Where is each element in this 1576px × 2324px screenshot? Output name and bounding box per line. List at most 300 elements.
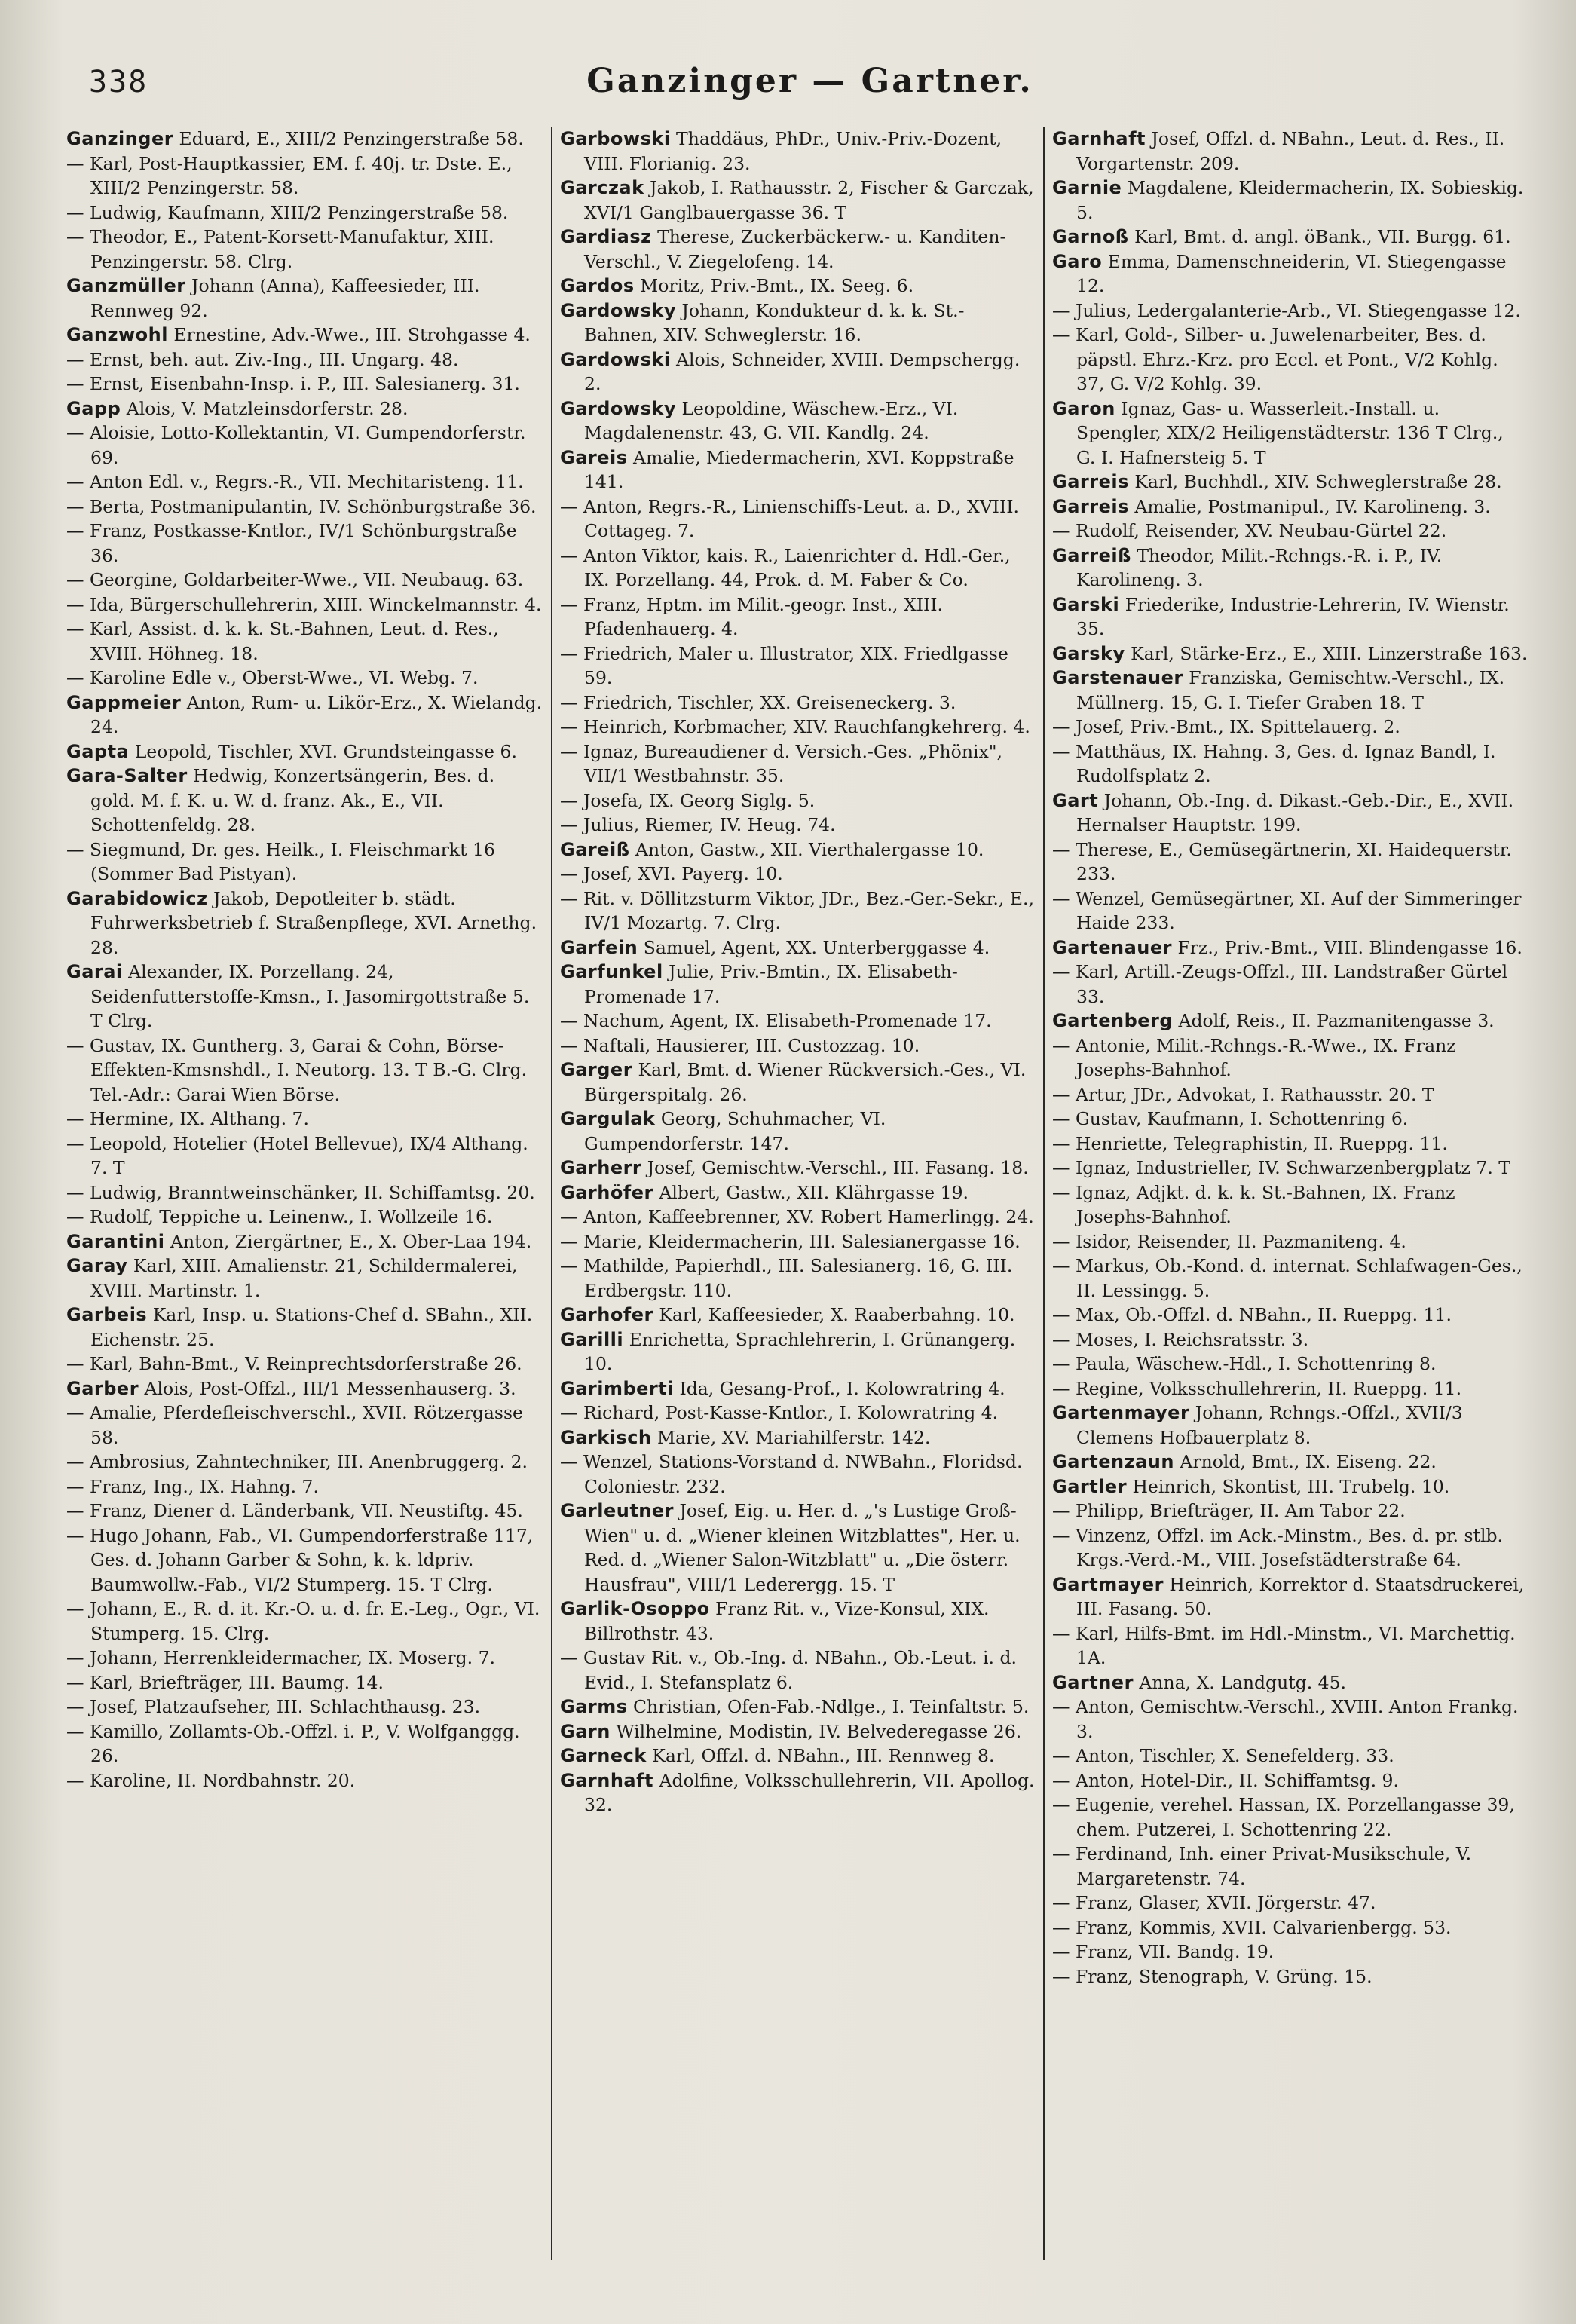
entry-text: — Eugenie, verehel. Hassan, IX. Porzellangasse 39, chem. Putzerei, I. Schottenring 22. xyxy=(1052,1794,1515,1840)
directory-entry xyxy=(1052,1793,1528,1842)
directory-entry xyxy=(1052,299,1528,323)
entry-text: Eduard, E., XIII/2 Penzingerstraße 58. xyxy=(179,128,524,149)
directory-entry xyxy=(1052,592,1528,641)
directory-entry xyxy=(560,543,1036,592)
entry-surname: Garon xyxy=(1052,397,1115,419)
directory-entry xyxy=(560,1058,1036,1107)
entry-surname: Garkisch xyxy=(560,1426,652,1448)
entry-text: — Wenzel, Gemüsegärtner, XI. Auf der Simmeringer Haide 233. xyxy=(1052,887,1522,933)
entry-surname: Gardowsky xyxy=(560,299,676,321)
entry-surname: Garsky xyxy=(1052,642,1125,664)
directory-entry xyxy=(66,1646,543,1670)
entry-text: Karl, Buchhdl., XIV. Schweglerstraße 28. xyxy=(1134,471,1502,492)
entry-text: Karl, Bmt. d. angl. öBank., VII. Burgg. 61. xyxy=(1134,226,1511,247)
entry-text: Franz Rit. v., Vize-Konsul, XIX. Billrothstr. 43. xyxy=(584,1598,990,1644)
entry-text: — Franz, Hptm. im Milit.-geogr. Inst., XIII. Pfadenhauerg. 4. xyxy=(560,593,944,639)
entry-text: — Ferdinand, Inh. einer Privat-Musikschule, V. Margaretenstr. 74. xyxy=(1052,1843,1472,1889)
directory-entry xyxy=(1052,788,1528,837)
entry-text: — Naftali, Hausierer, III. Custozzag. 10. xyxy=(560,1034,920,1056)
directory-entry xyxy=(1052,1254,1528,1303)
entry-text: Heinrich, Skontist, III. Trubelg. 10. xyxy=(1132,1475,1450,1497)
entry-text: Hedwig, Konzertsängerin, Bes. d. gold. M. f. K. u. W. d. franz. Ak., E., VII. Schottenfeldg. 28. xyxy=(90,765,495,835)
entry-surname: Garstenauer xyxy=(1052,667,1183,688)
directory-entry xyxy=(560,446,1036,495)
entry-text: — Franz, Diener d. Länderbank, VII. Neustiftg. 45. xyxy=(66,1500,523,1521)
page-header xyxy=(89,59,1531,112)
entry-text: — Kamillo, Zollamts-Ob.-Offzl. i. P., V. Wolfganggg. 26. xyxy=(66,1720,520,1766)
entry-surname: Garfunkel xyxy=(560,961,663,982)
directory-entry xyxy=(560,1401,1036,1425)
directory-entry xyxy=(560,690,1036,715)
directory-entry xyxy=(560,495,1036,543)
directory-entry xyxy=(560,1499,1036,1597)
directory-entry xyxy=(66,1107,543,1131)
directory-entry xyxy=(66,568,543,592)
column-left xyxy=(59,127,551,2260)
entry-text: Thaddäus, PhDr., Univ.-Priv.-Dozent, VIII. Florianig. 23. xyxy=(584,128,1002,174)
directory-entry xyxy=(66,1450,543,1474)
directory-entry xyxy=(1052,323,1528,397)
entry-text: — Josefa, IX. Georg Siglg. 5. xyxy=(560,789,816,811)
entry-text: Anton, Gastw., XII. Vierthalergasse 10. xyxy=(635,838,984,860)
entry-text: — Friedrich, Maler u. Illustrator, XIX. Friedlgasse 59. xyxy=(560,642,1008,688)
directory-entry xyxy=(66,1254,543,1303)
directory-entry xyxy=(560,1425,1036,1450)
entry-text: — Max, Ob.-Offzl. d. NBahn., II. Rueppg. 11. xyxy=(1052,1304,1452,1325)
directory-entry xyxy=(66,1303,543,1352)
directory-entry xyxy=(66,1499,543,1523)
directory-entry xyxy=(66,274,543,323)
directory-entry xyxy=(560,1327,1036,1376)
entry-text: Ida, Gesang-Prof., I. Kolowratring 4. xyxy=(679,1377,1005,1399)
entry-surname: Gargulak xyxy=(560,1108,656,1129)
entry-surname: Gareis xyxy=(560,446,628,468)
entry-text: — Isidor, Reisender, II. Pazmaniteng. 4. xyxy=(1052,1230,1406,1252)
directory-entry xyxy=(560,813,1036,837)
entry-text: — Artur, JDr., Advokat, I. Rathausstr. 20. T xyxy=(1052,1083,1434,1105)
directory-entry xyxy=(560,176,1036,225)
entry-text: — Gustav, Kaufmann, I. Schottenring 6. xyxy=(1052,1108,1409,1129)
directory-entry xyxy=(1052,1499,1528,1523)
directory-entry xyxy=(560,886,1036,935)
entry-text: — Ambrosius, Zahntechniker, III. Anenbruggerg. 2. xyxy=(66,1451,528,1472)
directory-entry xyxy=(1052,715,1528,739)
entry-surname: Garger xyxy=(560,1059,633,1080)
directory-entry xyxy=(66,1695,543,1719)
entry-text: Ernestine, Adv.-Wwe., III. Strohgasse 4. xyxy=(173,324,531,345)
entry-surname: Gartenmayer xyxy=(1052,1402,1190,1423)
entry-text: — Karl, Post-Hauptkassier, EM. f. 40j. tr. Dste. E., XIII/2 Penzingerstr. 58. xyxy=(66,152,513,198)
entry-surname: Garilli xyxy=(560,1328,624,1350)
directory-entry xyxy=(1052,1376,1528,1401)
directory-entry xyxy=(1052,837,1528,886)
entry-text: — Anton, Hotel-Dir., II. Schiffamtsg. 9. xyxy=(1052,1769,1399,1791)
entry-text: — Markus, Ob.-Kond. d. internat. Schlafwagen-Ges., II. Lessingg. 5. xyxy=(1052,1255,1522,1301)
entry-text: — Karl, Bahn-Bmt., V. Reinprechtsdorferstraße 26. xyxy=(66,1353,522,1374)
entry-text: Jakob, Depotleiter b. städt. Fuhrwerksbetrieb f. Straßenpflege, XVI. Arnethg. 28. xyxy=(90,887,537,958)
directory-entry xyxy=(560,1695,1036,1719)
entry-text: — Heinrich, Korbmacher, XIV. Rauchfangkehrerg. 4. xyxy=(560,716,1030,737)
entry-text: — Josef, XVI. Payerg. 10. xyxy=(560,863,783,884)
entry-text: — Aloisie, Lotto-Kollektantin, VI. Gumpendorferstr. 69. xyxy=(66,422,526,468)
entry-surname: Ganzinger xyxy=(66,128,174,149)
entry-text: — Franz, Postkasse-Kntlor., IV/1 Schönburgstraße 36. xyxy=(66,520,517,566)
directory-entry xyxy=(560,1646,1036,1695)
entry-text: — Anton, Regrs.-R., Linienschiffs-Leut. a. D., XVIII. Cottageg. 7. xyxy=(560,495,1019,541)
directory-entry xyxy=(66,495,543,519)
directory-entry xyxy=(66,127,543,152)
entry-text: — Moses, I. Reichsratsstr. 3. xyxy=(1052,1328,1309,1350)
entry-text: Enrichetta, Sprachlehrerin, I. Grünangerg. 10. xyxy=(584,1328,1016,1374)
entry-surname: Garczak xyxy=(560,177,644,198)
directory-entry xyxy=(66,592,543,617)
entry-text: — Georgine, Goldarbeiter-Wwe., VII. Neubaug. 63. xyxy=(66,569,524,590)
directory-entry xyxy=(66,739,543,764)
entry-surname: Gappmeier xyxy=(66,691,182,713)
directory-entry xyxy=(66,1131,543,1180)
entry-text: — Ignaz, Bureaudiener d. Versich.-Ges. „Phönix", VII/1 Westbahnstr. 35. xyxy=(560,740,1003,786)
directory-entry xyxy=(1052,470,1528,495)
directory-entry xyxy=(1052,1768,1528,1793)
entry-text: — Karl, Hilfs-Bmt. im Hdl.-Minstm., VI. Marchettig. 1A. xyxy=(1052,1622,1516,1668)
directory-entry xyxy=(560,348,1036,397)
entry-text: Alois, Post-Offzl., III/1 Messenhauserg. 3. xyxy=(144,1377,516,1399)
entry-surname: Garms xyxy=(560,1696,628,1717)
entry-text: — Franz, VII. Bandg. 19. xyxy=(1052,1941,1275,1962)
entry-surname: Garber xyxy=(66,1377,139,1399)
directory-entry xyxy=(1052,1327,1528,1352)
entry-text: — Franz, Kommis, XVII. Calvarienbergg. 53. xyxy=(1052,1916,1452,1938)
directory-entry xyxy=(1052,176,1528,225)
entry-surname: Gapp xyxy=(66,397,121,419)
entry-text: — Rudolf, Teppiche u. Leinenw., I. Wollzeile 16. xyxy=(66,1206,493,1227)
directory-entry xyxy=(1052,495,1528,519)
directory-entry xyxy=(1052,250,1528,299)
directory-entry xyxy=(560,641,1036,690)
entry-text: Therese, Zuckerbäckerw.- u. Kanditen-Verschl., V. Ziegelofeng. 14. xyxy=(584,226,1006,272)
entry-text: — Matthäus, IX. Hahng. 3, Ges. d. Ignaz Bandl, I. Rudolfsplatz 2. xyxy=(1052,740,1496,786)
directory-entry xyxy=(560,592,1036,641)
directory-entry xyxy=(1052,1695,1528,1744)
directory-entry xyxy=(1052,1401,1528,1450)
entry-text: — Anton Viktor, kais. R., Laienrichter d. Hdl.-Ger., IX. Porzellang. 44, Prok. d. M. Faber & Co. xyxy=(560,544,1011,590)
directory-entry xyxy=(66,225,543,274)
directory-entry xyxy=(1052,1523,1528,1572)
entry-text: — Gustav, IX. Guntherg. 3, Garai & Cohn, Börse-Effekten-Kmsnshdl., I. Neutorg. 13. T B.-G. Clrg. Tel.-Adr.: Garai Wien Börse. xyxy=(66,1034,528,1105)
entry-text: — Ida, Bürgerschullehrerin, XIII. Winckelmannstr. 4. xyxy=(66,593,542,615)
directory-entry xyxy=(66,470,543,495)
directory-entry xyxy=(1052,397,1528,470)
directory-entry xyxy=(1052,1842,1528,1891)
entry-text: Josef, Gemischtw.-Verschl., III. Fasang. 18. xyxy=(647,1157,1029,1178)
directory-entry xyxy=(66,1597,543,1646)
entry-text: — Henriette, Telegraphistin, II. Rueppg. 11. xyxy=(1052,1132,1448,1154)
entry-surname: Garnoß xyxy=(1052,226,1129,247)
entry-surname: Garhofer xyxy=(560,1304,653,1325)
entry-text: Friederike, Industrie-Lehrerin, IV. Wienstr. 35. xyxy=(1076,593,1510,639)
entry-text: — Karl, Gold-, Silber- u. Juwelenarbeiter, Bes. d. päpstl. Ehrz.-Krz. pro Eccl. et Pont., V/2 Kohlg. 37, G. V/2 Kohlg. 39. xyxy=(1052,324,1498,394)
entry-surname: Gartler xyxy=(1052,1475,1128,1497)
entry-text: — Ludwig, Branntweinschänker, II. Schiffamtsg. 20. xyxy=(66,1181,535,1203)
entry-text: — Philipp, Briefträger, II. Am Tabor 22. xyxy=(1052,1500,1406,1521)
entry-surname: Gapta xyxy=(66,740,130,762)
entry-surname: Garimberti xyxy=(560,1377,674,1399)
directory-entry xyxy=(1052,1964,1528,1989)
directory-entry xyxy=(1052,935,1528,960)
directory-entry xyxy=(560,1180,1036,1205)
entry-text: — Anton, Kaffeebrenner, XV. Robert Hamerlingg. 24. xyxy=(560,1206,1034,1227)
directory-entry xyxy=(560,715,1036,739)
directory-entry xyxy=(66,1523,543,1597)
directory-entry xyxy=(1052,519,1528,543)
entry-surname: Gartenzaun xyxy=(1052,1451,1174,1472)
directory-entry xyxy=(560,788,1036,813)
entry-text: — Gustav Rit. v., Ob.-Ing. d. NBahn., Ob.-Leut. i. d. Evid., I. Stefansplatz 6. xyxy=(560,1647,1017,1693)
directory-entry xyxy=(66,1033,543,1107)
entry-text: — Wenzel, Stations-Vorstand d. NWBahn., Floridsd. Coloniestr. 232. xyxy=(560,1451,1023,1497)
entry-surname: Garn xyxy=(560,1720,611,1742)
directory-entry xyxy=(560,935,1036,960)
entry-surname: Gardowski xyxy=(560,348,671,370)
entry-text: Jakob, I. Rathausstr. 2, Fischer & Garczak, XVI/1 Ganglbauergasse 36. T xyxy=(584,177,1034,223)
directory-entry xyxy=(560,397,1036,446)
entry-text: — Karoline, II. Nordbahnstr. 20. xyxy=(66,1769,356,1791)
entry-surname: Gartmayer xyxy=(1052,1573,1164,1595)
directory-entry xyxy=(1052,225,1528,250)
entry-text: Anton, Ziergärtner, E., X. Ober-Laa 194. xyxy=(170,1230,532,1252)
entry-text: — Richard, Post-Kasse-Kntlor., I. Kolowratring 4. xyxy=(560,1402,999,1423)
entry-surname: Garo xyxy=(1052,250,1103,272)
directory-entry xyxy=(1052,1180,1528,1229)
entry-surname: Garlik-Osoppo xyxy=(560,1598,710,1619)
entry-text: — Rit. v. Döllitzsturm Viktor, JDr., Bez.-Ger.-Sekr., E., IV/1 Mozartg. 7. Clrg. xyxy=(560,887,1034,933)
directory-entry xyxy=(1052,960,1528,1009)
entry-text: Adolfine, Volksschullehrerin, VII. Apollog. 32. xyxy=(584,1769,1035,1815)
directory-entry xyxy=(1052,543,1528,592)
entry-text: — Leopold, Hotelier (Hotel Bellevue), IX/4 Althang. 7. T xyxy=(66,1132,528,1178)
entry-surname: Ganzmüller xyxy=(66,275,186,296)
entry-surname: Garay xyxy=(66,1255,128,1276)
directory-entry xyxy=(66,421,543,470)
entry-text: Amalie, Miedermacherin, XVI. Koppstraße 141. xyxy=(584,446,1014,492)
directory-entry xyxy=(560,127,1036,176)
entry-text: Marie, XV. Mariahilferstr. 142. xyxy=(657,1426,931,1448)
entry-text: Karl, XIII. Amalienstr. 21, Schildermalerei, XVIII. Martinstr. 1. xyxy=(90,1255,518,1301)
entry-surname: Garleutner xyxy=(560,1500,674,1521)
entry-text: Samuel, Agent, XX. Unterberggasse 4. xyxy=(643,936,990,958)
directory-entry xyxy=(66,1352,543,1376)
directory-entry xyxy=(66,372,543,397)
entry-text: — Julius, Ledergalanterie-Arb., VI. Stiegengasse 12. xyxy=(1052,299,1521,321)
entry-surname: Garreis xyxy=(1052,471,1129,492)
directory-entry xyxy=(1052,1915,1528,1940)
running-title: Ganzinger — Gartner. xyxy=(586,62,1033,100)
directory-entry xyxy=(66,1401,543,1450)
entry-text: — Therese, E., Gemüsegärtnerin, XI. Haidequerstr. 233. xyxy=(1052,838,1512,884)
directory-entry xyxy=(560,274,1036,299)
entry-surname: Gart xyxy=(1052,789,1099,811)
directory-entry xyxy=(66,617,543,666)
directory-entry xyxy=(560,1107,1036,1156)
entry-text: Wilhelmine, Modistin, IV. Belvederegasse 26. xyxy=(616,1720,1022,1742)
directory-entry xyxy=(560,1254,1036,1303)
entry-surname: Gardowsky xyxy=(560,397,676,419)
column-middle xyxy=(551,127,1043,2260)
entry-text: — Karl, Assist. d. k. k. St.-Bahnen, Leut. d. Res., XVIII. Höhneg. 18. xyxy=(66,618,499,664)
entry-text: — Anton, Tischler, X. Senefelderg. 33. xyxy=(1052,1745,1394,1766)
entry-text: Alois, Schneider, XVIII. Dempschergg. 2. xyxy=(584,348,1021,394)
entry-surname: Garabidowicz xyxy=(66,887,208,909)
entry-surname: Garnie xyxy=(1052,177,1122,198)
entry-text: — Mathilde, Papierhdl., III. Salesianerg. 16, G. III. Erdbergstr. 110. xyxy=(560,1255,1013,1301)
entry-text: — Ludwig, Kaufmann, XIII/2 Penzingerstraße 58. xyxy=(66,201,509,223)
entry-surname: Gartenberg xyxy=(1052,1010,1174,1031)
directory-entry xyxy=(560,739,1036,788)
entry-text: Anna, X. Landgutg. 45. xyxy=(1139,1671,1347,1693)
directory-entry xyxy=(560,1719,1036,1744)
directory-entry xyxy=(66,397,543,421)
entry-surname: Garnhaft xyxy=(560,1769,654,1791)
directory-entry xyxy=(1052,1229,1528,1254)
directory-entry xyxy=(1052,739,1528,788)
entry-text: Josef, Offzl. d. NBahn., Leut. d. Res., II. Vorgartenstr. 209. xyxy=(1076,128,1505,174)
directory-entry xyxy=(560,1156,1036,1180)
directory-entry xyxy=(1052,1033,1528,1082)
entry-surname: Garbeis xyxy=(66,1304,148,1325)
directory-entry xyxy=(1052,1450,1528,1474)
directory-entry xyxy=(66,764,543,837)
directory-entry xyxy=(1052,1474,1528,1499)
entry-text: — Antonie, Milit.-Rchngs.-R.-Wwe., IX. Franz Josephs-Bahnhof. xyxy=(1052,1034,1456,1080)
directory-entry xyxy=(560,1768,1036,1817)
directory-entry xyxy=(66,323,543,348)
entry-text: Karl, Offzl. d. NBahn., III. Rennweg 8. xyxy=(652,1745,995,1766)
entry-text: — Josef, Platzaufseher, III. Schlachthausg. 23. xyxy=(66,1696,481,1717)
entry-surname: Gartenauer xyxy=(1052,936,1172,958)
entry-text: Leopoldine, Wäschew.-Erz., VI. Magdalenenstr. 43, G. VII. Kandlg. 24. xyxy=(584,397,959,443)
entry-text: Karl, Insp. u. Stations-Chef d. SBahn., XII. Eichenstr. 25. xyxy=(90,1304,533,1350)
directory-entry xyxy=(560,1033,1036,1058)
entry-text: Karl, Bmt. d. Wiener Rückversich.-Ges., VI. Bürgerspitalg. 26. xyxy=(584,1059,1027,1105)
directory-entry xyxy=(1052,641,1528,666)
directory-entry xyxy=(66,152,543,201)
directory-entry xyxy=(1052,1670,1528,1695)
entry-surname: Gartner xyxy=(1052,1671,1134,1693)
entry-text: Albert, Gastw., XII. Klährgasse 19. xyxy=(659,1181,969,1203)
entry-text: Leopold, Tischler, XVI. Grundsteingasse 6. xyxy=(134,740,517,762)
entry-text: Moritz, Priv.-Bmt., IX. Seeg. 6. xyxy=(640,275,914,296)
entry-text: Georg, Schuhmacher, VI. Gumpendorferstr. 147. xyxy=(584,1108,886,1154)
directory-entry xyxy=(1052,666,1528,715)
entry-text: — Ernst, beh. aut. Ziv.-Ing., III. Ungarg. 48. xyxy=(66,348,459,370)
entry-surname: Garai xyxy=(66,961,123,982)
entry-text: Franziska, Gemischtw.-Verschl., IX. Müllnerg. 15, G. I. Tiefer Graben 18. T xyxy=(1076,667,1505,713)
entry-text: Anton, Rum- u. Likör-Erz., X. Wielandg. 24. xyxy=(90,691,543,737)
entry-text: Theodor, Milit.-Rchngs.-R. i. P., IV. Karolineng. 3. xyxy=(1076,544,1443,590)
entry-text: Christian, Ofen-Fab.-Ndlge., I. Teinfaltstr. 5. xyxy=(633,1696,1030,1717)
entry-text: Johann, Ob.-Ing. d. Dikast.-Geb.-Dir., E., XVII. Hernalser Hauptstr. 199. xyxy=(1076,789,1514,835)
column-right xyxy=(1043,127,1535,2260)
directory-entry xyxy=(66,1229,543,1254)
entry-text: — Rudolf, Reisender, XV. Neubau-Gürtel 22. xyxy=(1052,520,1447,541)
directory-entry xyxy=(560,225,1036,274)
directory-entry xyxy=(66,1180,543,1205)
entry-text: — Johann, Herrenkleidermacher, IX. Moserg. 7. xyxy=(66,1647,496,1668)
entry-text: Josef, Eig. u. Her. d. „'s Lustige Groß-Wien" u. d. „Wiener kleinen Witzblattes", Her. u. Red. d. „Wiener Salon-Witzblatt" u. „Die österr. Hausfrau", VIII/1 Lederergg. 15. T xyxy=(584,1500,1021,1595)
entry-surname: Garherr xyxy=(560,1157,642,1178)
entry-text: Frz., Priv.-Bmt., VIII. Blindengasse 16. xyxy=(1177,936,1522,958)
directory-entry xyxy=(1052,1891,1528,1915)
entry-text: — Karoline Edle v., Oberst-Wwe., VI. Webg. 7. xyxy=(66,667,479,688)
entry-surname: Garreiß xyxy=(1052,544,1131,566)
directory-entry xyxy=(1052,1940,1528,1964)
directory-entry xyxy=(66,1768,543,1793)
directory-entry xyxy=(66,1474,543,1499)
directory-entry xyxy=(560,1205,1036,1229)
entry-surname: Garnhaft xyxy=(1052,128,1146,149)
entry-text: — Hermine, IX. Althang. 7. xyxy=(66,1108,309,1129)
entry-text: — Julius, Riemer, IV. Heug. 74. xyxy=(560,814,836,835)
directory-entry xyxy=(66,201,543,225)
directory-entry xyxy=(560,299,1036,348)
entry-surname: Garreis xyxy=(1052,495,1129,517)
entry-text: — Johann, E., R. d. it. Kr.-O. u. d. fr. E.-Leg., Ogr., VI. Stumperg. 15. Clrg. xyxy=(66,1598,540,1644)
entry-surname: Garneck xyxy=(560,1745,647,1766)
directory-entry xyxy=(560,1376,1036,1401)
entry-text: — Anton Edl. v., Regrs.-R., VII. Mechitaristeng. 11. xyxy=(66,471,524,492)
entry-text: — Theodor, E., Patent-Korsett-Manufaktur, XIII. Penzingerstr. 58. Clrg. xyxy=(66,226,494,272)
entry-text: — Amalie, Pferdefleischverschl., XVII. Rötzergasse 58. xyxy=(66,1402,523,1448)
entry-text: — Franz, Glaser, XVII. Jörgerstr. 47. xyxy=(1052,1892,1376,1913)
entry-text: — Siegmund, Dr. ges. Heilk., I. Fleischmarkt 16 (Sommer Bad Pistyan). xyxy=(66,838,495,884)
entry-text: — Nachum, Agent, IX. Elisabeth-Promenade 17. xyxy=(560,1010,992,1031)
entry-surname: Gareiß xyxy=(560,838,630,860)
entry-text: — Ignaz, Adjkt. d. k. k. St.-Bahnen, IX. Franz Josephs-Bahnhof. xyxy=(1052,1181,1455,1227)
directory-entry xyxy=(66,1205,543,1229)
entry-text: Emma, Damenschneiderin, VI. Stiegengasse 12. xyxy=(1076,250,1507,296)
entry-text: Johann, Rchngs.-Offzl., XVII/3 Clemens Hofbauerplatz 8. xyxy=(1076,1402,1463,1448)
directory-entry xyxy=(66,1719,543,1768)
entry-text: Karl, Stärke-Erz., E., XIII. Linzerstraße 163. xyxy=(1131,642,1528,664)
directory-entry xyxy=(560,1744,1036,1768)
entry-text: — Regine, Volksschullehrerin, II. Rueppg. 11. xyxy=(1052,1377,1462,1399)
directory-entry xyxy=(66,837,543,886)
entry-text: — Karl, Briefträger, III. Baumg. 14. xyxy=(66,1671,384,1693)
directory-entry xyxy=(66,690,543,739)
directory-entry xyxy=(1052,1156,1528,1180)
directory-entry xyxy=(1052,1303,1528,1327)
directory-entry xyxy=(66,519,543,568)
entry-text: — Hugo Johann, Fab., VI. Gumpendorferstraße 117, Ges. d. Johann Garber & Sohn, k. k. ldpriv. Baumwollw.-Fab., VI/2 Stumperg. 15. T Clrg. xyxy=(66,1524,534,1595)
entry-text: — Franz, Ing., IX. Hahng. 7. xyxy=(66,1475,319,1497)
entry-text: Amalie, Postmanipul., IV. Karolineng. 3. xyxy=(1134,495,1491,517)
entry-surname: Garfein xyxy=(560,936,638,958)
entry-text: — Vinzenz, Offzl. im Ack.-Minstm., Bes. d. pr. stlb. Krgs.-Verd.-M., VIII. Josefstädterstraße 64. xyxy=(1052,1524,1504,1570)
directory-entry xyxy=(1052,1621,1528,1670)
entry-text: — Marie, Kleidermacherin, III. Salesianergasse 16. xyxy=(560,1230,1021,1252)
entry-text: — Franz, Stenograph, V. Grüng. 15. xyxy=(1052,1965,1372,1987)
entry-surname: Garhöfer xyxy=(560,1181,653,1203)
directory-entry xyxy=(1052,1352,1528,1376)
directory-columns xyxy=(59,127,1536,2260)
entry-text: Johann (Anna), Kaffeesieder, III. Rennweg 92. xyxy=(90,275,480,321)
directory-entry xyxy=(1052,886,1528,935)
directory-entry xyxy=(560,1229,1036,1254)
entry-text: — Ernst, Eisenbahn-Insp. i. P., III. Salesianerg. 31. xyxy=(66,373,520,394)
entry-text: Heinrich, Korrektor d. Staatsdruckerei, III. Fasang. 50. xyxy=(1076,1573,1525,1619)
entry-text: Adolf, Reis., II. Pazmanitengasse 3. xyxy=(1178,1010,1495,1031)
entry-surname: Ganzwohl xyxy=(66,324,168,345)
